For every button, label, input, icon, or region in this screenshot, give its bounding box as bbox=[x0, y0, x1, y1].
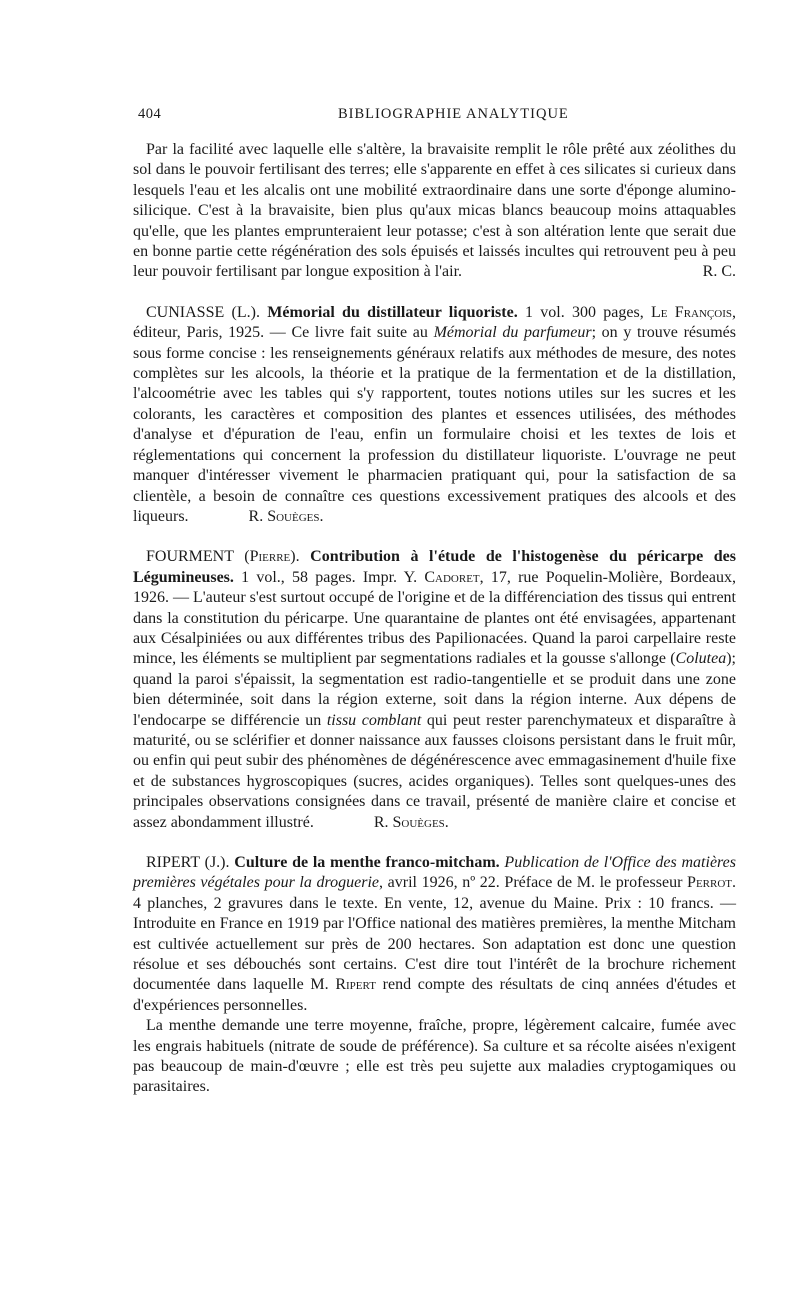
page-number: 404 bbox=[138, 106, 162, 122]
entry-text: . 4 planches, 2 gravures dans le texte. En vente, 12, avenue du Maine. Prix : 10 francs. — Introduite en France en 1919 par l'Office national des matières premières, la menthe Mitcham est cultivée actuellement sur près de 200 hectares. Son adaptation est donc une question résolue et ses débouchés sont certains. C'est dire tout l'intérêt de la brochure richement documentée dans laquelle M. bbox=[133, 874, 737, 994]
tissue-term: tissu comblant bbox=[326, 711, 422, 729]
entry-title: Contribution à l'étude de l'histogenèse du péricarpe des Légumineuses. bbox=[133, 548, 736, 586]
referenced-title: Mémorial du parfumeur bbox=[433, 324, 592, 342]
entry-cuniasse bbox=[133, 303, 736, 527]
entry-author: CUNIASSE (L.). bbox=[146, 303, 260, 321]
printer-name: Cadoret bbox=[424, 568, 480, 586]
publisher-name: Le François bbox=[651, 303, 732, 321]
entry-ripert bbox=[133, 853, 736, 1016]
bravaisite-text: Par la facilité avec laquelle elle s'altère, la bravaisite remplit le rôle prêté aux zéolithes du sol dans le pouvoir fertilisant des terres; elle s'apparente en effet à ces silicates si curieux dans lesquels l'eau et les alcalis ont une mobilité extraordinaire dans une sorte d'éponge alumino-silicique. C'est à la bravaisite, bien plus qu'aux micas blancs beaucoup moins attaquables qu'elle, que les plantes emprunteraient leur potasse; c'est à son altération lente que serait due en bonne partie cette régénération des sols épuisés et laissés incultes qui retrouvent peu à peu leur pouvoir fertilisant par longue exposition à l'air. bbox=[133, 141, 736, 281]
entry-fourment: FOURMENT (Pierre). Contribution à l'étude de l'histogenèse du péricarpe des Légumineuses. 1 vol., 58 pages. Impr. Y. Cadoret, 17, rue Poquelin-Molière, Bordeaux, 1926. — L'auteur s'est surtout occupé de l'origine et de la différenciation des tissus qui entrent dans la constitution du péricarpe. Une quarantaine de plantes ont été envisagées, appartenant aux Césalpiniées ou aux différentes tribus des Papilionacées. Quand la paroi carpellaire reste mince, les éléments se multiplient par segmentations radiales et la gousse s'allonge (Colutea); quand la paroi s'épaissit, la segmentation est radio-tangentielle et se produit dans une zone bien déterminée, soit dans la région externe, soit dans la région interne. Aux dépens de l'endocarpe se différencie un tissu comblant qui peut rester parenchymateux et disparaître à maturité, ou se sclérifier et donner naissance aux fausses cloisons persistant dans le fruit mûr, ou enfin qui peut subir des phénomènes de dégénérescence avec emmagasinement d'huile fixe et de substances hygroscopiques (sucres, acides organiques). Telles sont quelques-unes des principales observations consignées dans ce travail, présenté de manière claire et concise et assez abondamment illustré. R. Souèges. bbox=[133, 548, 737, 831]
review-signature: R. Souèges. bbox=[248, 507, 324, 525]
review-signature: R. Souèges. bbox=[373, 813, 449, 831]
entry-details: 1 vol. 300 pages, bbox=[517, 303, 652, 321]
entry-title: Culture de la menthe franco-mitcham. bbox=[234, 854, 500, 871]
review-signature: R. C. bbox=[702, 263, 736, 281]
entry-text: rend compte des résultats de cinq années d'études et d'expériences personnelles. bbox=[133, 976, 736, 1014]
entry-author: RIPERT (J.). bbox=[146, 854, 230, 871]
spacer bbox=[133, 283, 736, 303]
entry-text: ; on y trouve résumés sous forme concise : les renseignements généraux relatifs aux méthodes de mesure, des notes complètes sur les alcools, la théorie et la pratique de la fermentation et de la distillation, l'alcoométrie avec les tables qui s'y rapportent, toutes notions utiles sur les sucres et les colorants, les caractères et composition des plantes et essences utilisées, des méthodes d'analyse et d'épuration de l'eau, enfin un formulaire choisi et les textes de lois et réglementations qui concernent la profession du distillateur liquoriste. L'ouvrage ne peut manquer d'intéresser vivement le pharmacien pratiquant qui, pour la satisfaction de sa clientèle, a besoin de connaître ces questions excessivement pratiques des alcools et des liqueurs. bbox=[133, 324, 736, 525]
spacer bbox=[133, 527, 736, 547]
entry-text: , 17, rue Poquelin-Molière, Bordeaux, 1926. — L'auteur s'est surtout occupé de l'origine et de la différenciation des tissus qui entrent dans la constitution du péricarpe. Une quarantaine de plantes ont été envisagées, appartenant aux Césalpiniées ou aux différentes tribus des Papilionacées. Quand la paroi carpellaire reste mince, les éléments se multiplient par segmentations radiales et la gousse s'allonge ( bbox=[133, 568, 736, 668]
entry-text: 1 vol., 58 pages. Impr. Y. bbox=[233, 568, 425, 586]
entry-text: , éditeur, Paris, 1925. — Ce livre fait suite au bbox=[133, 303, 736, 342]
ripert-paragraph-2: La menthe demande une terre moyenne, fraîche, propre, légèrement calcaire, fumée avec les engrais habituels (nitrate de soude de préférence). Sa culture et sa récolte aisées n'exigent pas beaucoup de main-d'œuvre ; elle est très peu sujette aux maladies cryptogamiques ou parasitaires. bbox=[133, 1017, 736, 1096]
preface-author: Perrot bbox=[687, 874, 733, 892]
running-title: BIBLIOGRAPHIE ANALYTIQUE bbox=[338, 106, 569, 122]
entry-text: , avril 1926, nº 22. Préface de M. le professeur bbox=[379, 874, 688, 892]
spacer bbox=[133, 833, 736, 853]
entry-author-given: Pierre bbox=[249, 548, 291, 566]
page-body bbox=[133, 140, 736, 1098]
entry-text: ); quand la paroi s'épaissit, la segmentation est radio-tangentielle et se produit dans une zone bien déterminée, soit dans la région externe, soit dans la région interne. Aux dépens de l'endocarpe se différencie un bbox=[133, 650, 736, 729]
entry-author: FOURMENT ( bbox=[146, 548, 250, 566]
entry-title: Mémorial du distillateur liquoriste. bbox=[267, 303, 518, 321]
bravaisite-paragraph bbox=[133, 140, 736, 283]
publication-title: Publication de l'Office des matières premières végétales pour la droguerie bbox=[133, 854, 737, 892]
author-reference: Ripert bbox=[335, 976, 376, 994]
genus-name: Colutea bbox=[675, 650, 727, 668]
entry-text: qui peut rester parenchymateux et disparaître à maturité, ou se sclérifier et donner naissance aux fausses cloisons persistant dans le fruit mûr, ou enfin qui peut subir des phénomènes de dégénérescence avec emmagasinement d'huile fixe et de substances hygroscopiques (sucres, acides organiques). Telles sont quelques-unes des principales observations consignées dans ce travail, présenté de manière claire et concise et assez abondamment illustré. bbox=[133, 711, 737, 831]
